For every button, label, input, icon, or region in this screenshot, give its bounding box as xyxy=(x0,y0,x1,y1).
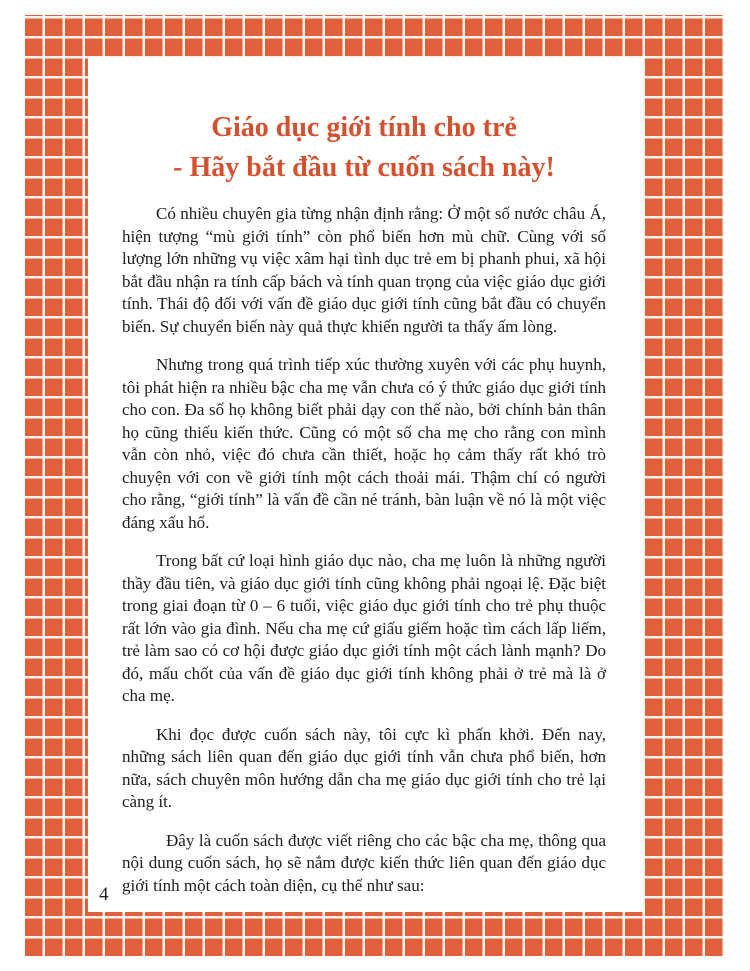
paragraph: Có nhiều chuyên gia từng nhận định rằng: Ở một số nước châu Á, hiện tượng “mù giới tính” còn phổ biến hơn mù chữ. Cùng với số lượng lớn những vụ việc xâm hại tình dục trẻ em bị phanh phui, xã hội bắt đầu nhận ra tính cấp bách và tính quan trọng của việc giáo dục giới tính. Thái độ đối với vấn đề giáo dục giới tính cũng bắt đầu có chuyển biến. Sự chuyển biến này quả thực khiến người ta thấy ấm lòng. xyxy=(122,204,606,336)
paragraph: Khi đọc được cuốn sách này, tôi cực kì phấn khởi. Đến nay, những sách liên quan đến giáo dục giới tính vẫn chưa phổ biến, hơn nữa, sách chuyên môn hướng dẫn cha mẹ giáo dục giới tính cho trẻ lại càng ít. xyxy=(122,724,606,811)
body-text xyxy=(122,203,606,897)
book-page xyxy=(88,58,643,912)
page-content xyxy=(88,58,643,905)
page-title-line-2: - Hãy bắt đầu từ cuốn sách này! xyxy=(173,152,555,183)
paragraph: Nhưng trong quá trình tiếp xúc thường xuyên với các phụ huynh, tôi phát hiện ra nhiều bậc cha mẹ vẫn chưa có ý thức giáo dục giới tính cho con. Đa số họ không biết phải dạy con thế nào, bởi chính bản thân họ cũng thiếu kiến thức. Cũng có một số cha mẹ cho rằng con mình vẫn còn nhỏ, việc đó chưa cần thiết, hoặc họ cảm thấy rất khó trò chuyện với con về giới tính một cách thoải mái. Thậm chí có người cho rằng, “giới tính” là vấn đề cần né tránh, bàn luận về nó là một việc đáng xấu hổ. xyxy=(122,355,606,532)
page-title xyxy=(122,108,606,188)
paragraph: Đây là cuốn sách được viết riêng cho các bậc cha mẹ, thông qua nội dung cuốn sách, họ sẽ nắm được kiến thức liên quan đến giáo dục giới tính một cách toàn diện, cụ thể như sau: xyxy=(122,830,606,895)
paragraph: Trong bất cứ loại hình giáo dục nào, cha mẹ luôn là những người thầy đầu tiên, và giáo dục giới tính cũng không phải ngoại lệ. Đặc biệt trong giai đoạn từ 0 – 6 tuổi, việc giáo dục giới tính cho trẻ phụ thuộc rất lớn vào gia đình. Nếu cha mẹ cứ giấu giếm hoặc tìm cách lấp liếm, trẻ làm sao có cơ hội được giáo dục giới tính một cách lành mạnh? Do đó, mấu chốt của vấn đề giáo dục giới tính không phải ở trẻ mà là ở cha mẹ. xyxy=(122,551,606,705)
page-title-line-1: Giáo dục giới tính cho trẻ xyxy=(211,112,517,143)
page-number: 4 xyxy=(99,884,109,905)
